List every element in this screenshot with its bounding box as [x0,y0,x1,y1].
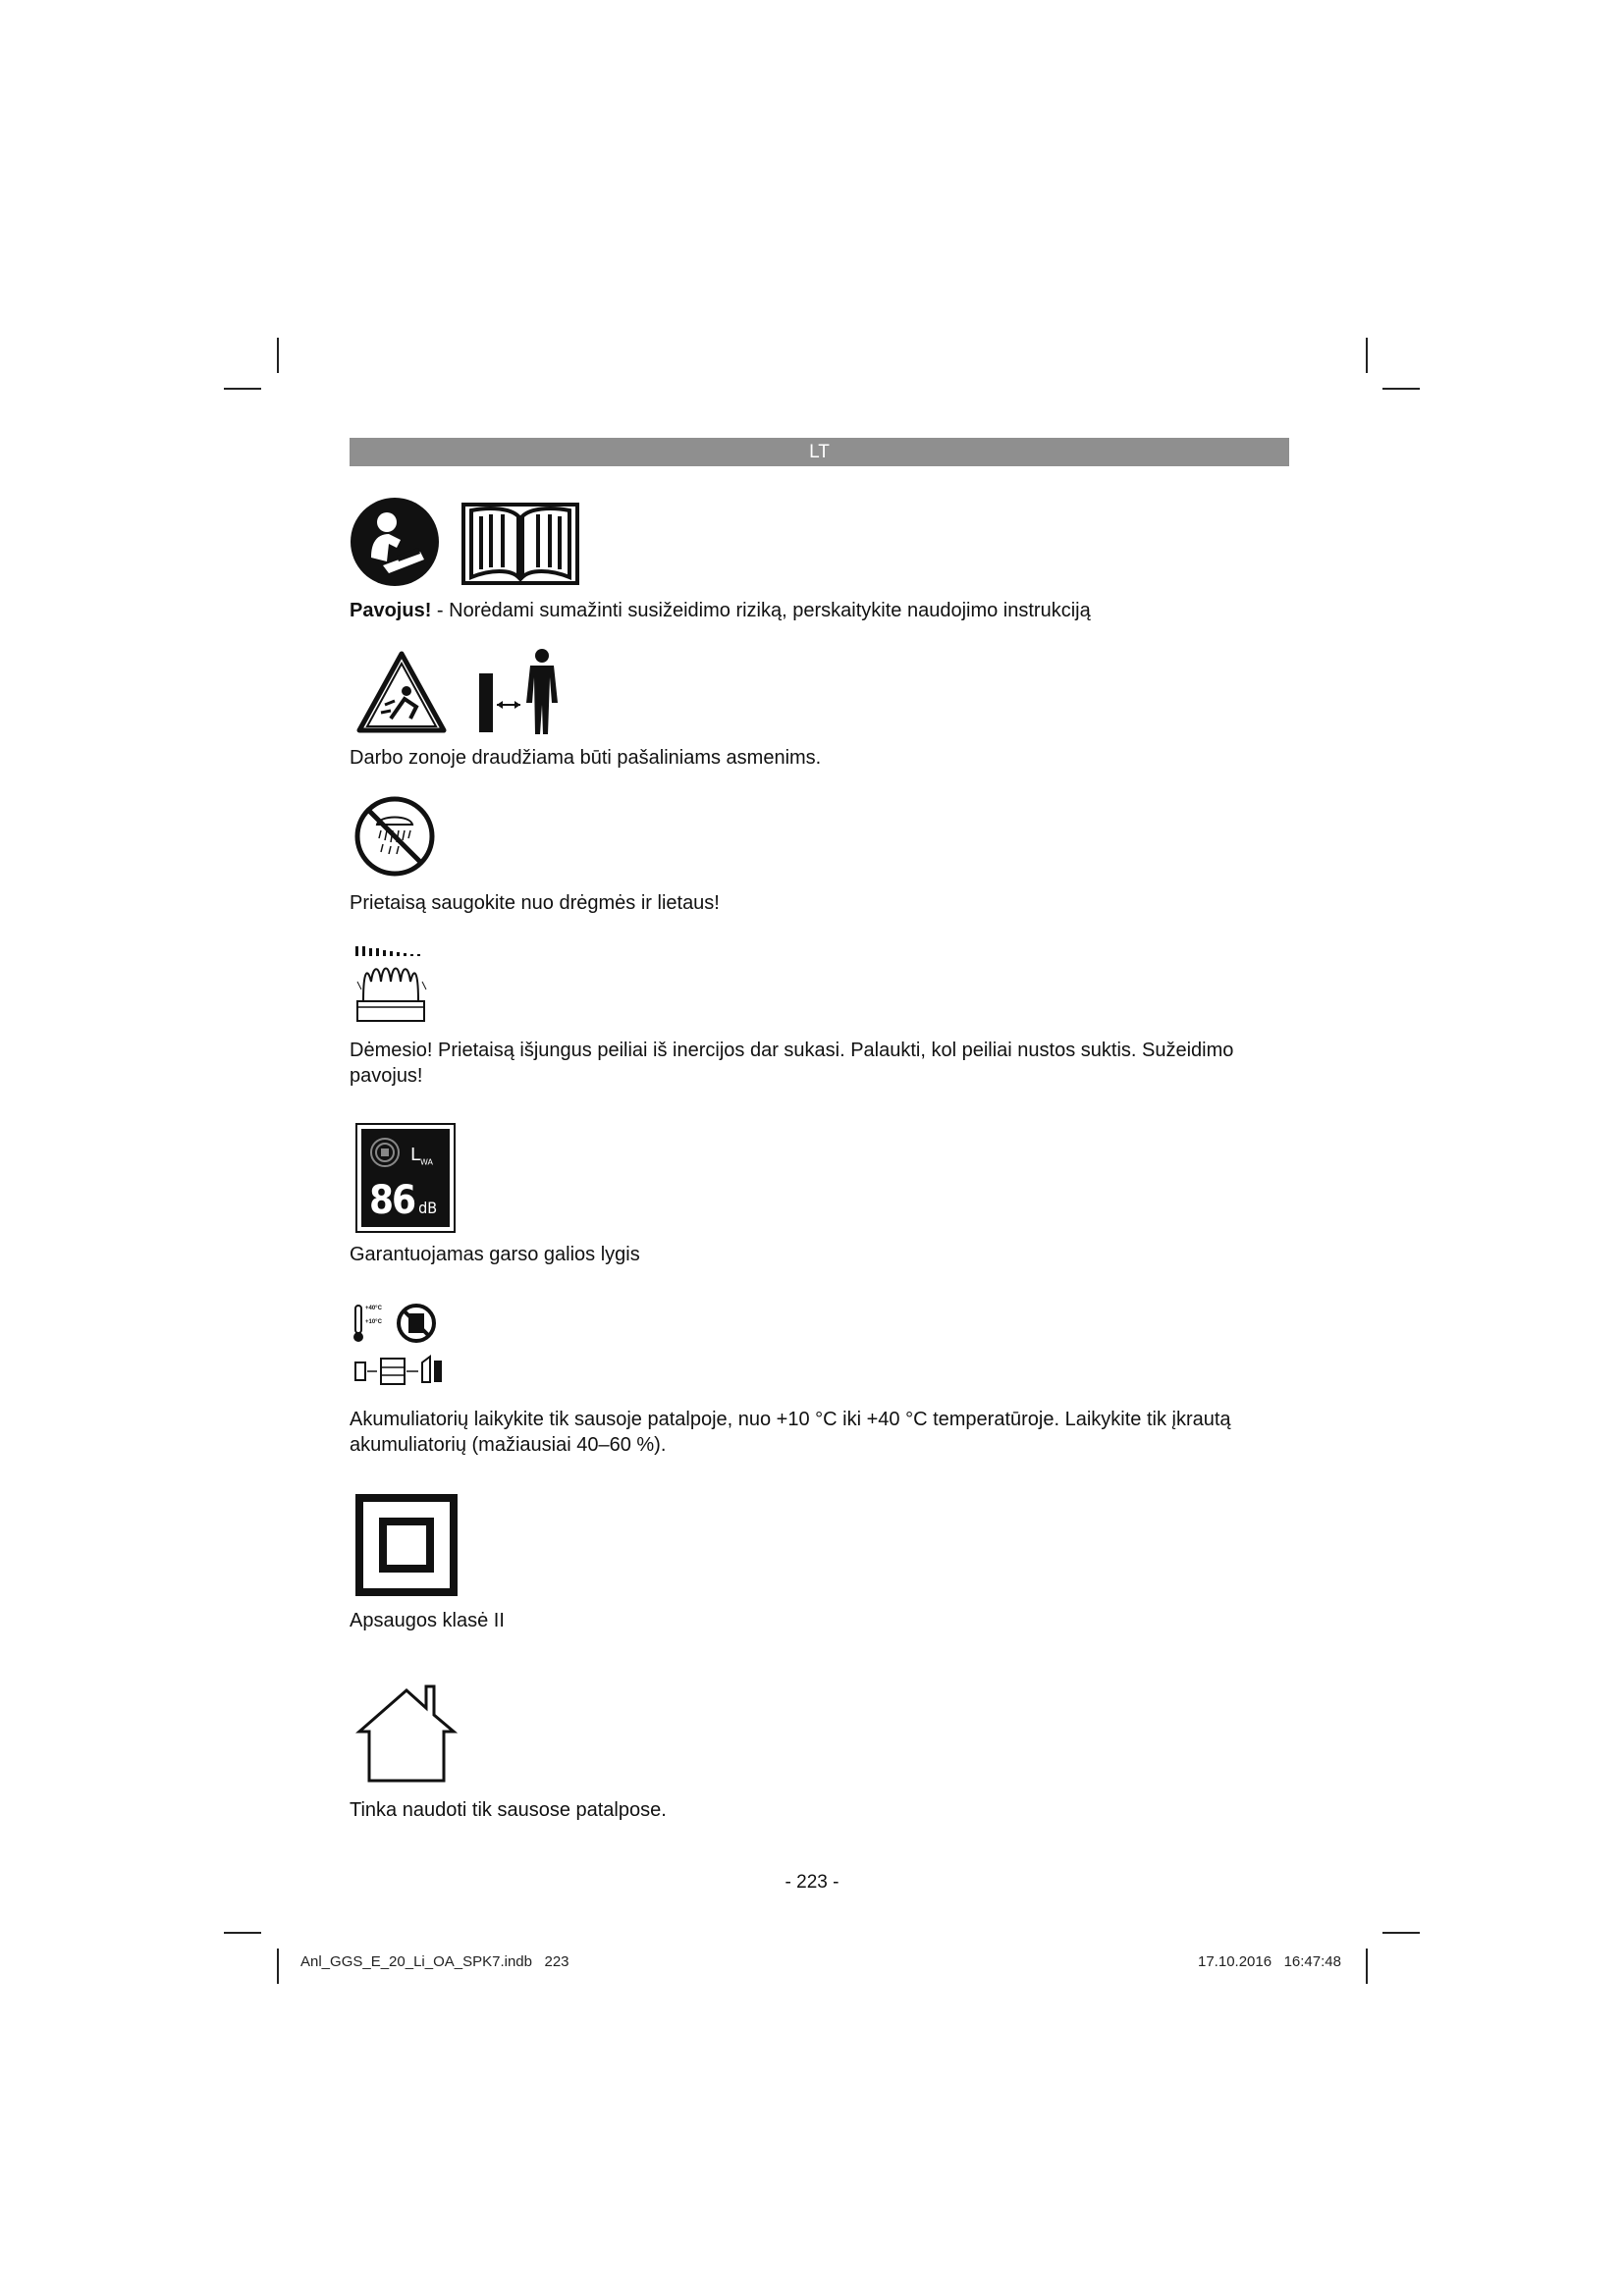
page-number: - 223 - [785,1872,839,1893]
crop-mark [224,1932,261,1934]
sound-value [369,1178,437,1223]
language-header: LT [350,438,1289,466]
footer-timestamp: 17.10.2016 16:47:48 [1198,1953,1341,1970]
footer-filename: Anl_GGS_E_20_Li_OA_SPK7.indb 223 [300,1953,569,1970]
caption-blades: Dėmesio! Prietaisą išjungus peiliai iš inercijos dar sukasi. Palaukti, kol peiliai nustos suktis. Sužeidimo pavojus! [350,1040,1234,1087]
sound-unit: dB [418,1199,438,1217]
lwa-subscript: WA [420,1157,433,1167]
temp-high: +40°C [365,1306,382,1311]
read-manual-icon [350,497,440,587]
crop-mark [224,388,261,390]
lwa-label [410,1145,433,1167]
lwa-letter: L [410,1145,421,1165]
crop-mark [1382,388,1420,390]
caption-battery: Akumuliatorių laikykite tik sausoje patalpoje, nuo +10 °C iki +40 °C temperatūroje. Laikykite tik įkrautą akumuliatorių (mažiausiai 40–60 %). [350,1409,1231,1456]
no-rain-icon [353,795,436,878]
thrown-objects-warning-icon [355,650,448,734]
crop-mark [1366,1949,1368,1984]
caption-class2: Apsaugos klasė II [350,1610,505,1631]
keep-distance-person-icon [477,648,569,736]
caption-read-manual [350,598,1272,623]
caption-indoor: Tinka naudoti tik sausose patalpose. [350,1799,667,1821]
battery-storage-icon [352,1302,446,1388]
rotating-blades-icon [353,942,438,1027]
sound-number: 86 [369,1178,415,1223]
crop-mark [1382,1932,1420,1934]
crop-mark [1366,338,1368,373]
crop-mark [277,338,279,373]
protection-class-2-icon [355,1494,458,1596]
danger-label: Pavojus! [350,600,432,621]
caption-no-rain: Prietaisą saugokite nuo drėgmės ir lietaus! [350,892,720,914]
house-icon [355,1682,458,1785]
open-book-icon [461,501,579,585]
caption-sound: Garantuojamas garso galios lygis [350,1244,640,1265]
caption-keep-away: Darbo zonoje draudžiama būti pašaliniams asmenims. [350,747,822,769]
sound-power-icon [355,1123,456,1233]
caption-text: - Norėdami sumažinti susižeidimo riziką, perskaitykite naudojimo instrukciją [431,600,1091,621]
temp-low: +10°C [365,1319,382,1325]
crop-mark [277,1949,279,1984]
